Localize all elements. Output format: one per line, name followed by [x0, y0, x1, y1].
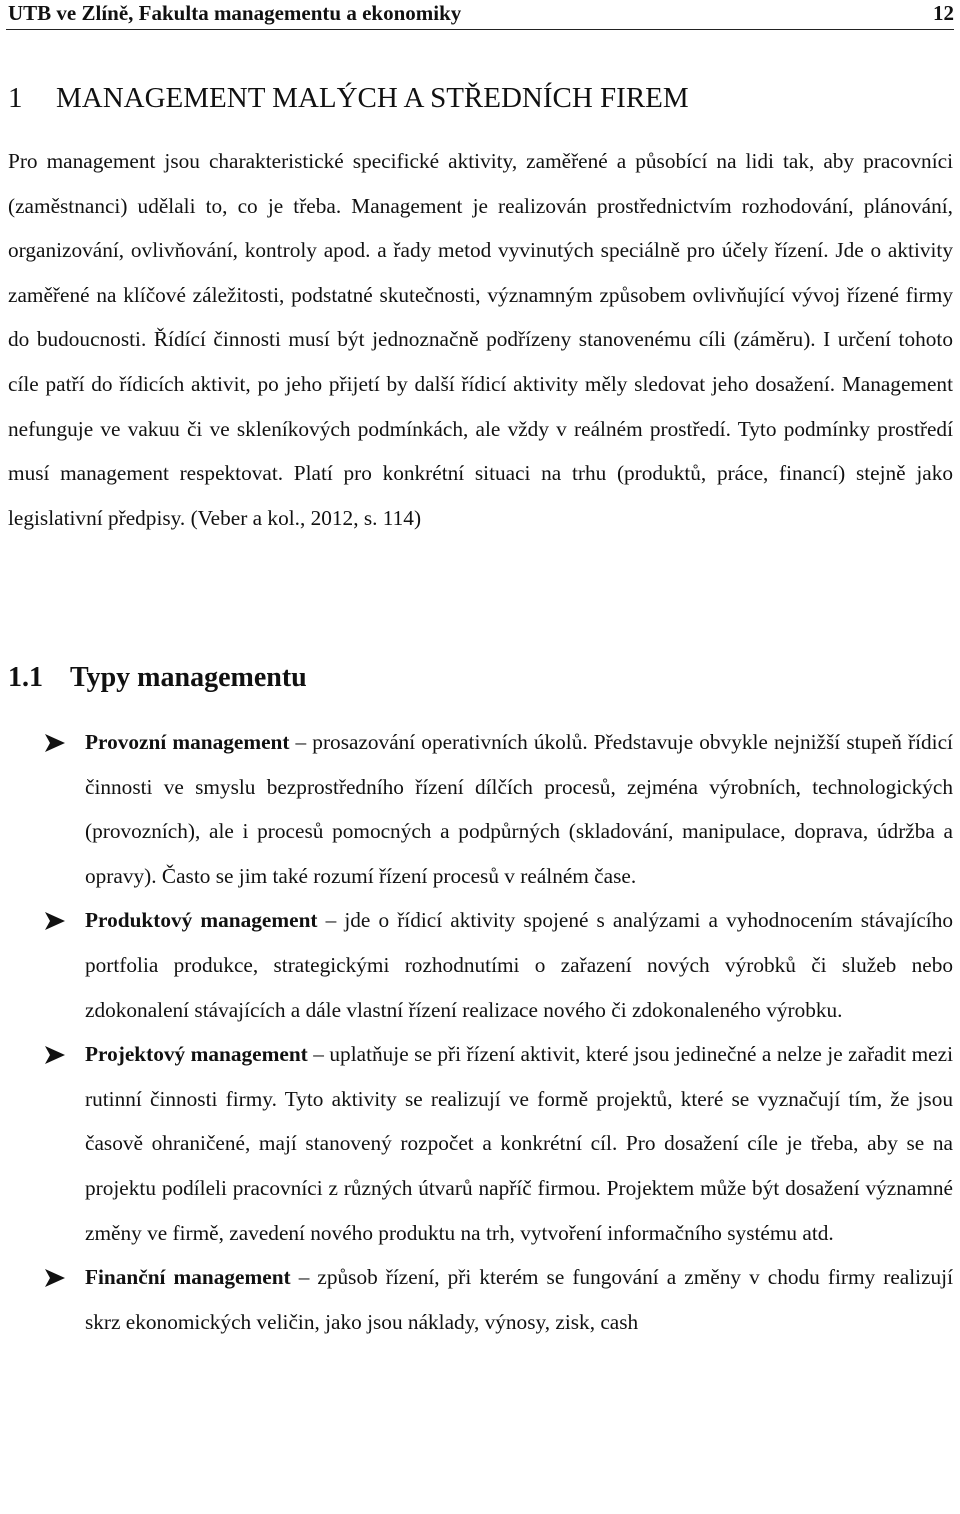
list-item: [0, 720, 960, 898]
arrowhead-bullet-icon: [44, 1268, 66, 1288]
bullet-text: – prosazování operativních úkolů. Představuje obvykle nejnižší stupeň řídicí činnosti ve smyslu bezprostředního řízení dílčích procesů, zejména výrobních, technologických (provozních), ale i procesů pomocných a podpůrných (skladování, manipulace, doprava, údržba a opravy). Často se jim také rozumí řízení procesů v reálném čase.: [85, 730, 953, 888]
list-item: [0, 898, 960, 1032]
section-title: Typy managementu: [70, 662, 307, 693]
chapter-title: MANAGEMENT MALÝCH A STŘEDNÍCH FIREM: [56, 82, 689, 114]
intro-paragraph: Pro management jsou charakteristické specifické aktivity, zaměřené a působící na lidi tak, aby pracovníci (zaměstnanci) udělali to, co je třeba. Management je realizován prostřednictvím rozhodování, plánování, organizování, ovlivňování, kontroly apod. a řady metod vyvinutých speciálně pro účely řízení. Jde o aktivity zaměřené na klíčové záležitosti, podstatné skutečnosti, významným způsobem ovlivňující vývoj řízené firmy do budoucnosti. Řídící činnosti musí být jednoznačně podřízeny stanovenému cíli (záměru). I určení tohoto cíle patří do řídicích aktivit, po jeho přijetí by další řídicí aktivity měly sledovat jeho dosažení. Management nefunguje ve vakuu či ve skleníkových podmínkách, ale vždy v reálném prostředí. Tyto podmínky prostředí musí management respektovat. Platí pro konkrétní situaci na trhu (produktů, práce, financí) stejně jako legislativní předpisy. (Veber a kol., 2012, s. 114): [8, 149, 953, 530]
arrowhead-bullet-icon: [44, 1045, 66, 1065]
chapter-heading: [8, 80, 689, 116]
list-item: [0, 1255, 960, 1344]
section-number: 1.1: [8, 662, 43, 693]
bullet-text: – jde o řídicí aktivity spojené s analýzami a vyhodnocením stávajícího portfolia produkce, strategickými rozhodnutími o zařazení nových výrobků či služeb nebo zdokonalení stávajících a dále vlastní řízení realizace nového či zdokonaleného výrobku.: [85, 908, 954, 1022]
section-heading: [8, 660, 307, 696]
chapter-number: 1: [8, 82, 23, 114]
bullet-term: Provozní management: [85, 730, 290, 754]
arrowhead-bullet-icon: [44, 733, 66, 753]
bullet-text: – uplatňuje se při řízení aktivit, které jsou jedinečné a nelze je zařadit mezi rutinní činnosti firmy. Tyto aktivity se realizují ve formě projektů, které se vyznačují tím, že jsou časově ohraničené, mají stanovený rozpočet a konkrétní cíl. Pro dosažení cíle je třeba, aby se na projektu podíleli pracovníci z různých útvarů napříč firmou. Projektem může být dosažení významné změny ve firmě, zavedení nového produktu na trh, vytvoření informačního systému atd.: [85, 1042, 953, 1245]
list-item: [0, 1032, 960, 1255]
bullet-text: – způsob řízení, při kterém se fungování a změny v chodu firmy realizují skrz ekonomických veličin, jako jsou náklady, výnosy, zisk, cash: [85, 1265, 954, 1334]
bullet-term: Finanční management: [85, 1265, 291, 1290]
bullet-term: Produktový management: [85, 908, 318, 933]
management-types-list: [0, 720, 960, 1344]
running-header: [6, 0, 954, 30]
header-page-number: 12: [933, 1, 954, 25]
header-institution: UTB ve Zlíně, Fakulta managementu a ekonomiky: [8, 1, 462, 25]
bullet-term: Projektový management: [85, 1042, 308, 1067]
arrowhead-bullet-icon: [44, 911, 66, 931]
